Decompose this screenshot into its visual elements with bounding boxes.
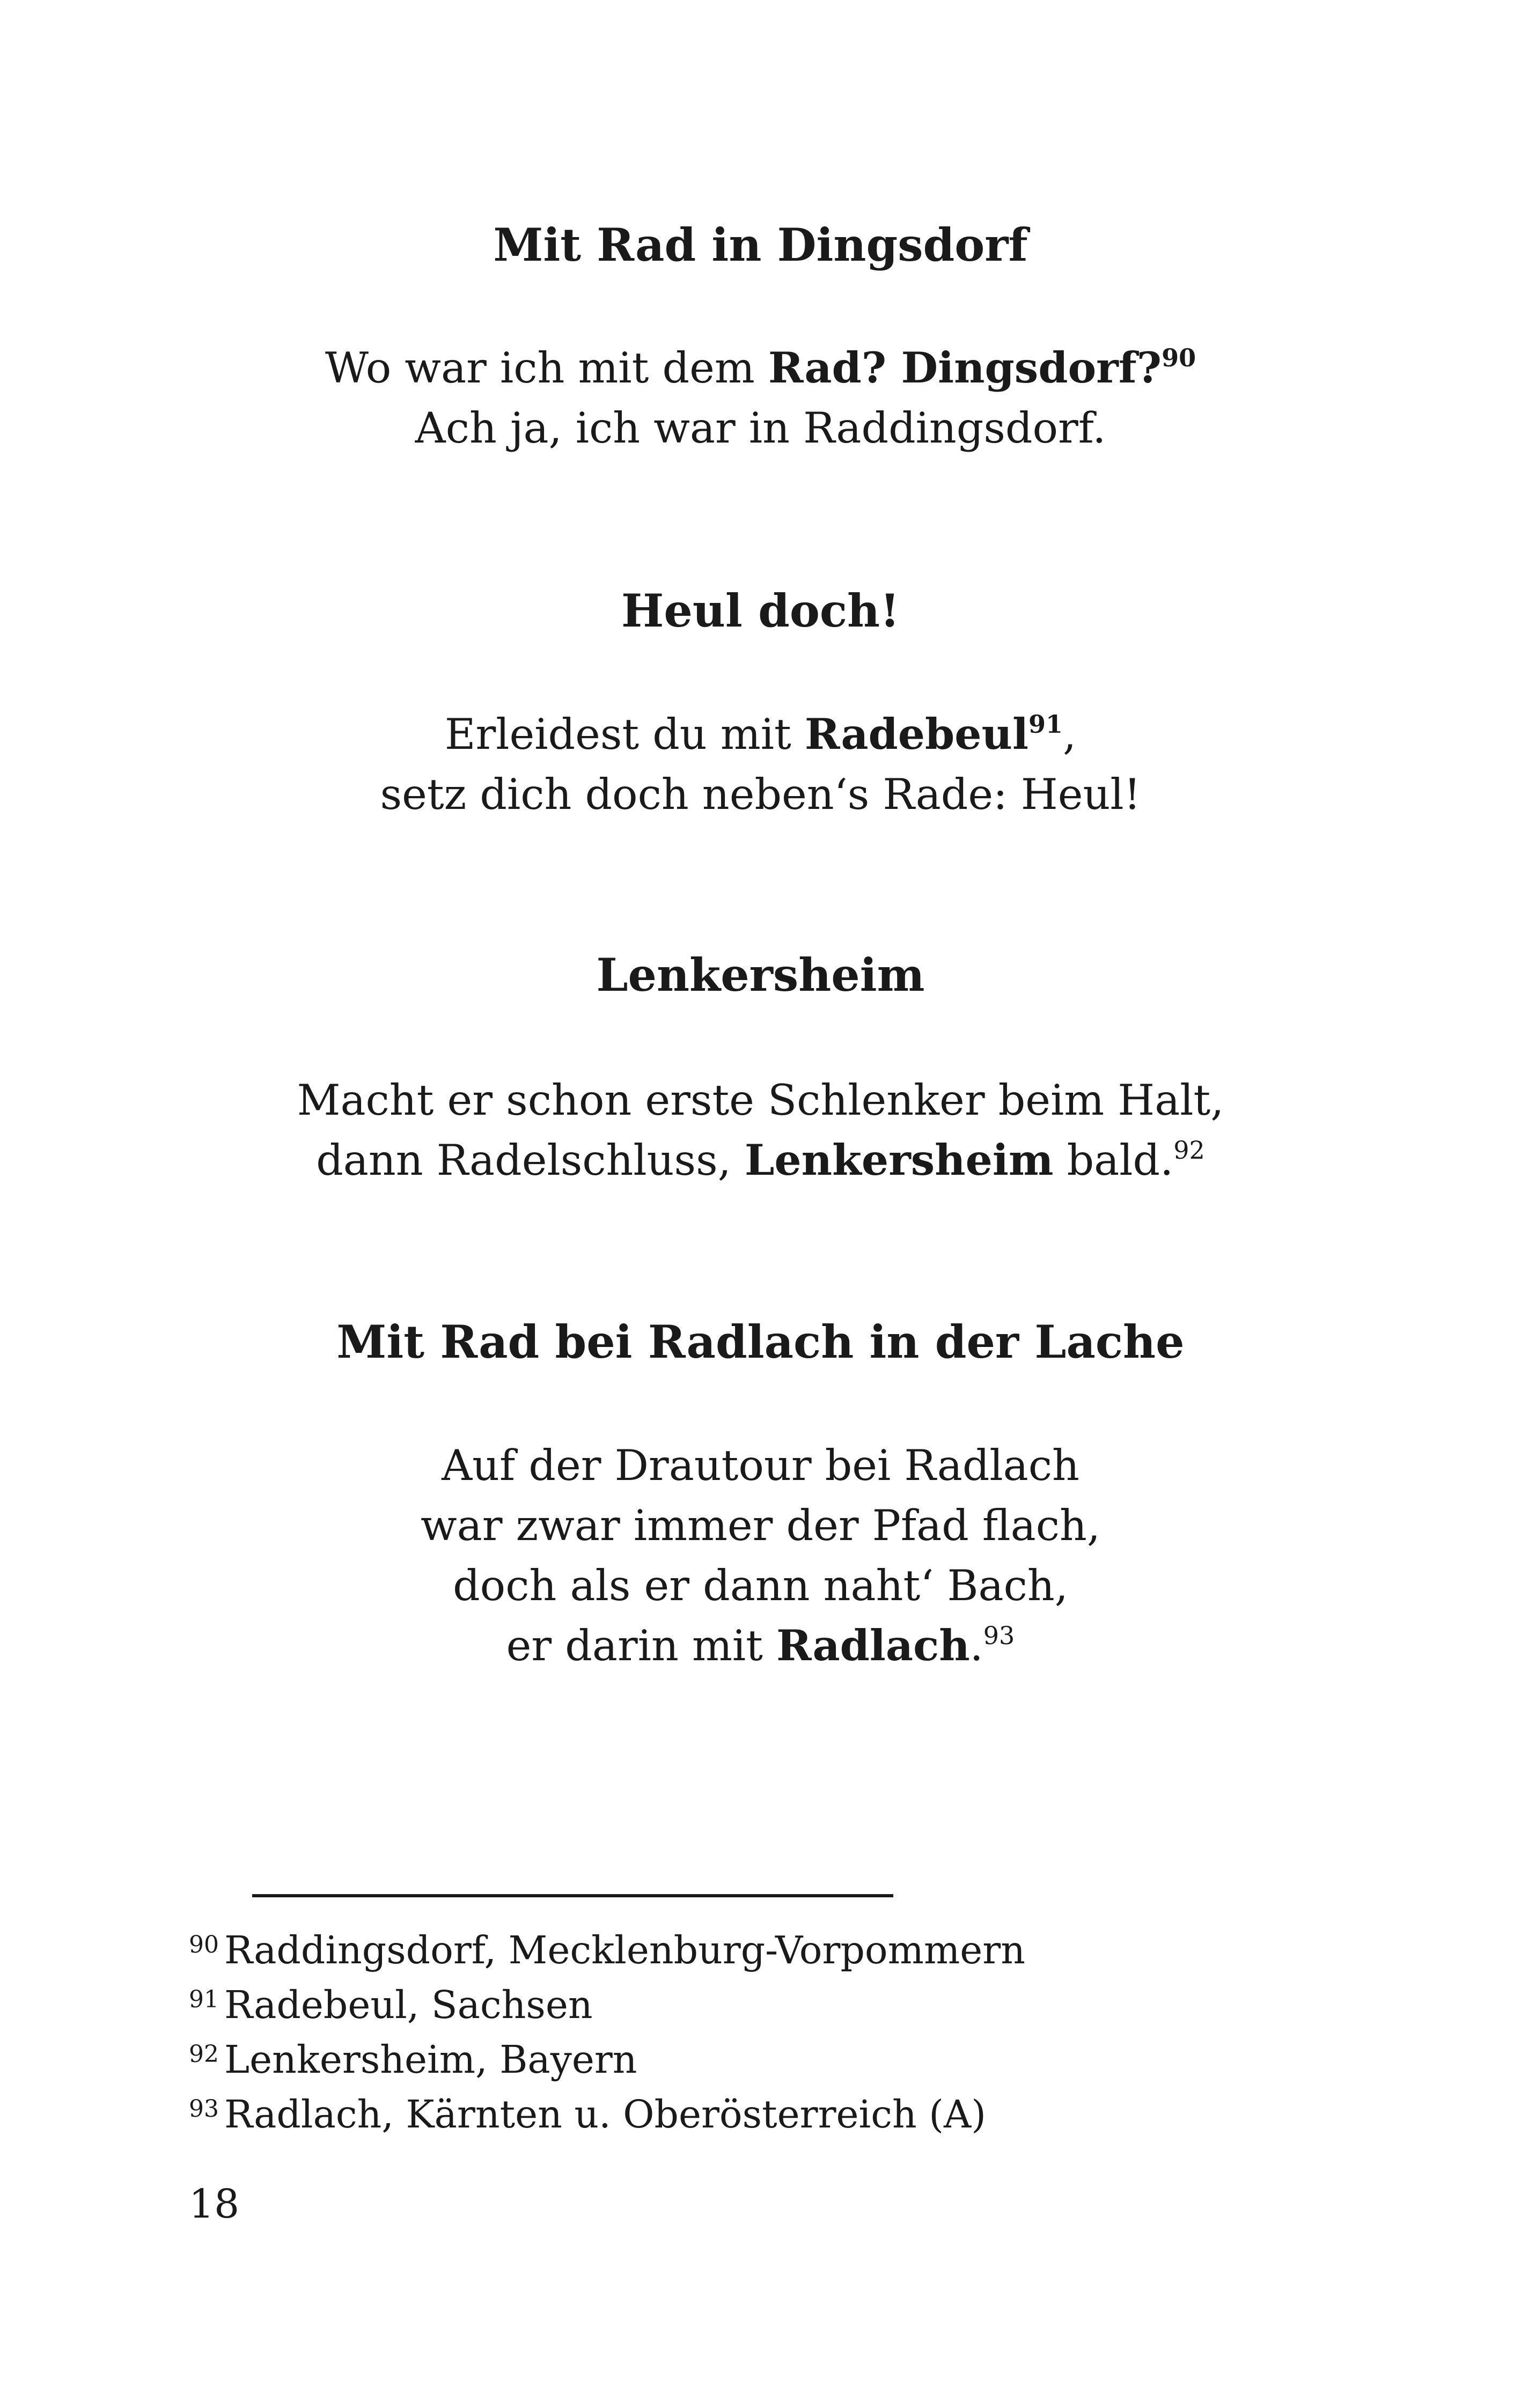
verse-dingsdorf [0, 338, 1521, 458]
footnote-text: Radlach, Kärnten u. Oberösterreich (A) [224, 2092, 986, 2137]
verse-text: dann Radelschluss, [316, 1136, 745, 1185]
verse-line [0, 338, 1521, 398]
footnote-number: 91 [189, 1986, 219, 2013]
verse-text: setz dich doch neben‘s Rade: Heul! [380, 770, 1141, 819]
verse-line [0, 704, 1521, 764]
verse-text: Ach ja, ich war in Raddingsdorf. [415, 403, 1106, 453]
footnote [189, 2033, 1025, 2087]
verse-line [0, 1496, 1521, 1556]
footnotes [189, 1923, 1025, 2142]
verse-bold-text: Rad? Dingsdorf? [768, 343, 1162, 393]
footnote-text: Lenkersheim, Bayern [224, 2037, 637, 2082]
verse-line [0, 398, 1521, 458]
verse-text: er darin mit [506, 1621, 777, 1670]
verse-radlach [0, 1435, 1521, 1676]
footnote-number: 93 [189, 2095, 219, 2123]
footnote [189, 1978, 1025, 2033]
verse-line [0, 1556, 1521, 1616]
verse-bold-text: Lenkersheim [744, 1135, 1054, 1185]
footnote [189, 1923, 1025, 1978]
verse-text: bald. [1053, 1136, 1174, 1185]
verse-heul-doch [0, 704, 1521, 824]
verse-text: . [969, 1621, 983, 1670]
footnote-text: Raddingsdorf, Mecklenburg-Vorpommern [224, 1928, 1025, 1972]
poem-title-radlach: Mit Rad bei Radlach in der Lache [336, 1315, 1185, 1368]
verse-line [0, 764, 1521, 824]
verse-text: Auf der Drautour bei Radlach [442, 1441, 1079, 1490]
footnote-ref: 90 [1162, 343, 1196, 372]
footnote-separator [252, 1894, 893, 1897]
verse-text: , [1063, 710, 1077, 759]
verse-text: Erleidest du mit [444, 710, 805, 759]
poem-title-lenkersheim: Lenkersheim [596, 948, 925, 1002]
footnote-ref: 91 [1028, 710, 1063, 739]
verse-line [0, 1435, 1521, 1496]
footnote-number: 92 [189, 2041, 219, 2068]
verse-text: war zwar immer der Pfad flach, [421, 1501, 1100, 1550]
verse-text: Wo war ich mit dem [325, 343, 768, 393]
poem-title-dingsdorf: Mit Rad in Dingsdorf [493, 218, 1028, 271]
footnote-ref: 93 [983, 1621, 1015, 1650]
verse-text: doch als er dann naht‘ Bach, [453, 1561, 1068, 1610]
verse-line [0, 1070, 1521, 1130]
verse-lenkersheim [0, 1070, 1521, 1190]
footnote [189, 2087, 1025, 2142]
verse-bold-text: Radlach [776, 1621, 970, 1670]
poem-title-heul-doch: Heul doch! [621, 584, 900, 637]
footnote-number: 90 [189, 1931, 219, 1958]
verse-line [0, 1130, 1521, 1190]
verse-text: Macht er schon erste Schlenker beim Halt, [297, 1076, 1224, 1125]
verse-line [0, 1616, 1521, 1676]
verse-bold-text: Radebeul [804, 709, 1028, 759]
footnote-ref: 92 [1173, 1136, 1205, 1165]
page-number: 18 [189, 2181, 240, 2227]
footnote-text: Radebeul, Sachsen [224, 1983, 593, 2027]
